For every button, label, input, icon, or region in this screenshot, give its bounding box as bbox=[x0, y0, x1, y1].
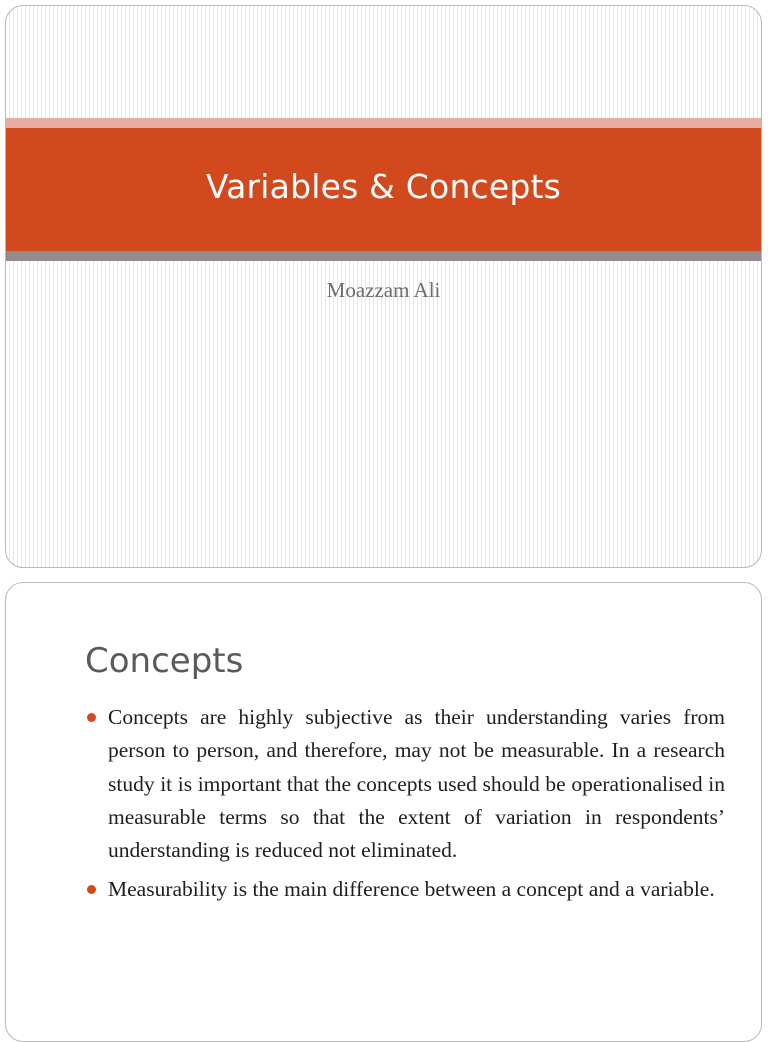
slide-heading: Concepts bbox=[85, 641, 244, 681]
title-slide bbox=[5, 5, 762, 568]
bullet-dot-icon bbox=[87, 713, 96, 722]
bullet-text: Concepts are highly subjective as their understanding varies from person to person, and therefore, may not be measurable. In a research study it is important that the concepts used should be operationalised in measurable terms so that the extent of variation in respondents’ understanding is reduced not eliminated. bbox=[108, 705, 725, 863]
title-band bbox=[6, 128, 761, 251]
bullet-list bbox=[85, 701, 725, 913]
author-name: Moazzam Ali bbox=[326, 278, 441, 302]
title-accent-band bbox=[6, 118, 761, 128]
slide-title: Variables & Concepts bbox=[205, 167, 562, 206]
bullet-dot-icon bbox=[87, 885, 96, 894]
bullet-text: Measurability is the main difference between a concept and a variable. bbox=[108, 877, 715, 902]
title-divider-band bbox=[6, 251, 761, 261]
content-slide bbox=[5, 582, 762, 1042]
list-item bbox=[85, 701, 725, 867]
list-item bbox=[85, 873, 725, 906]
